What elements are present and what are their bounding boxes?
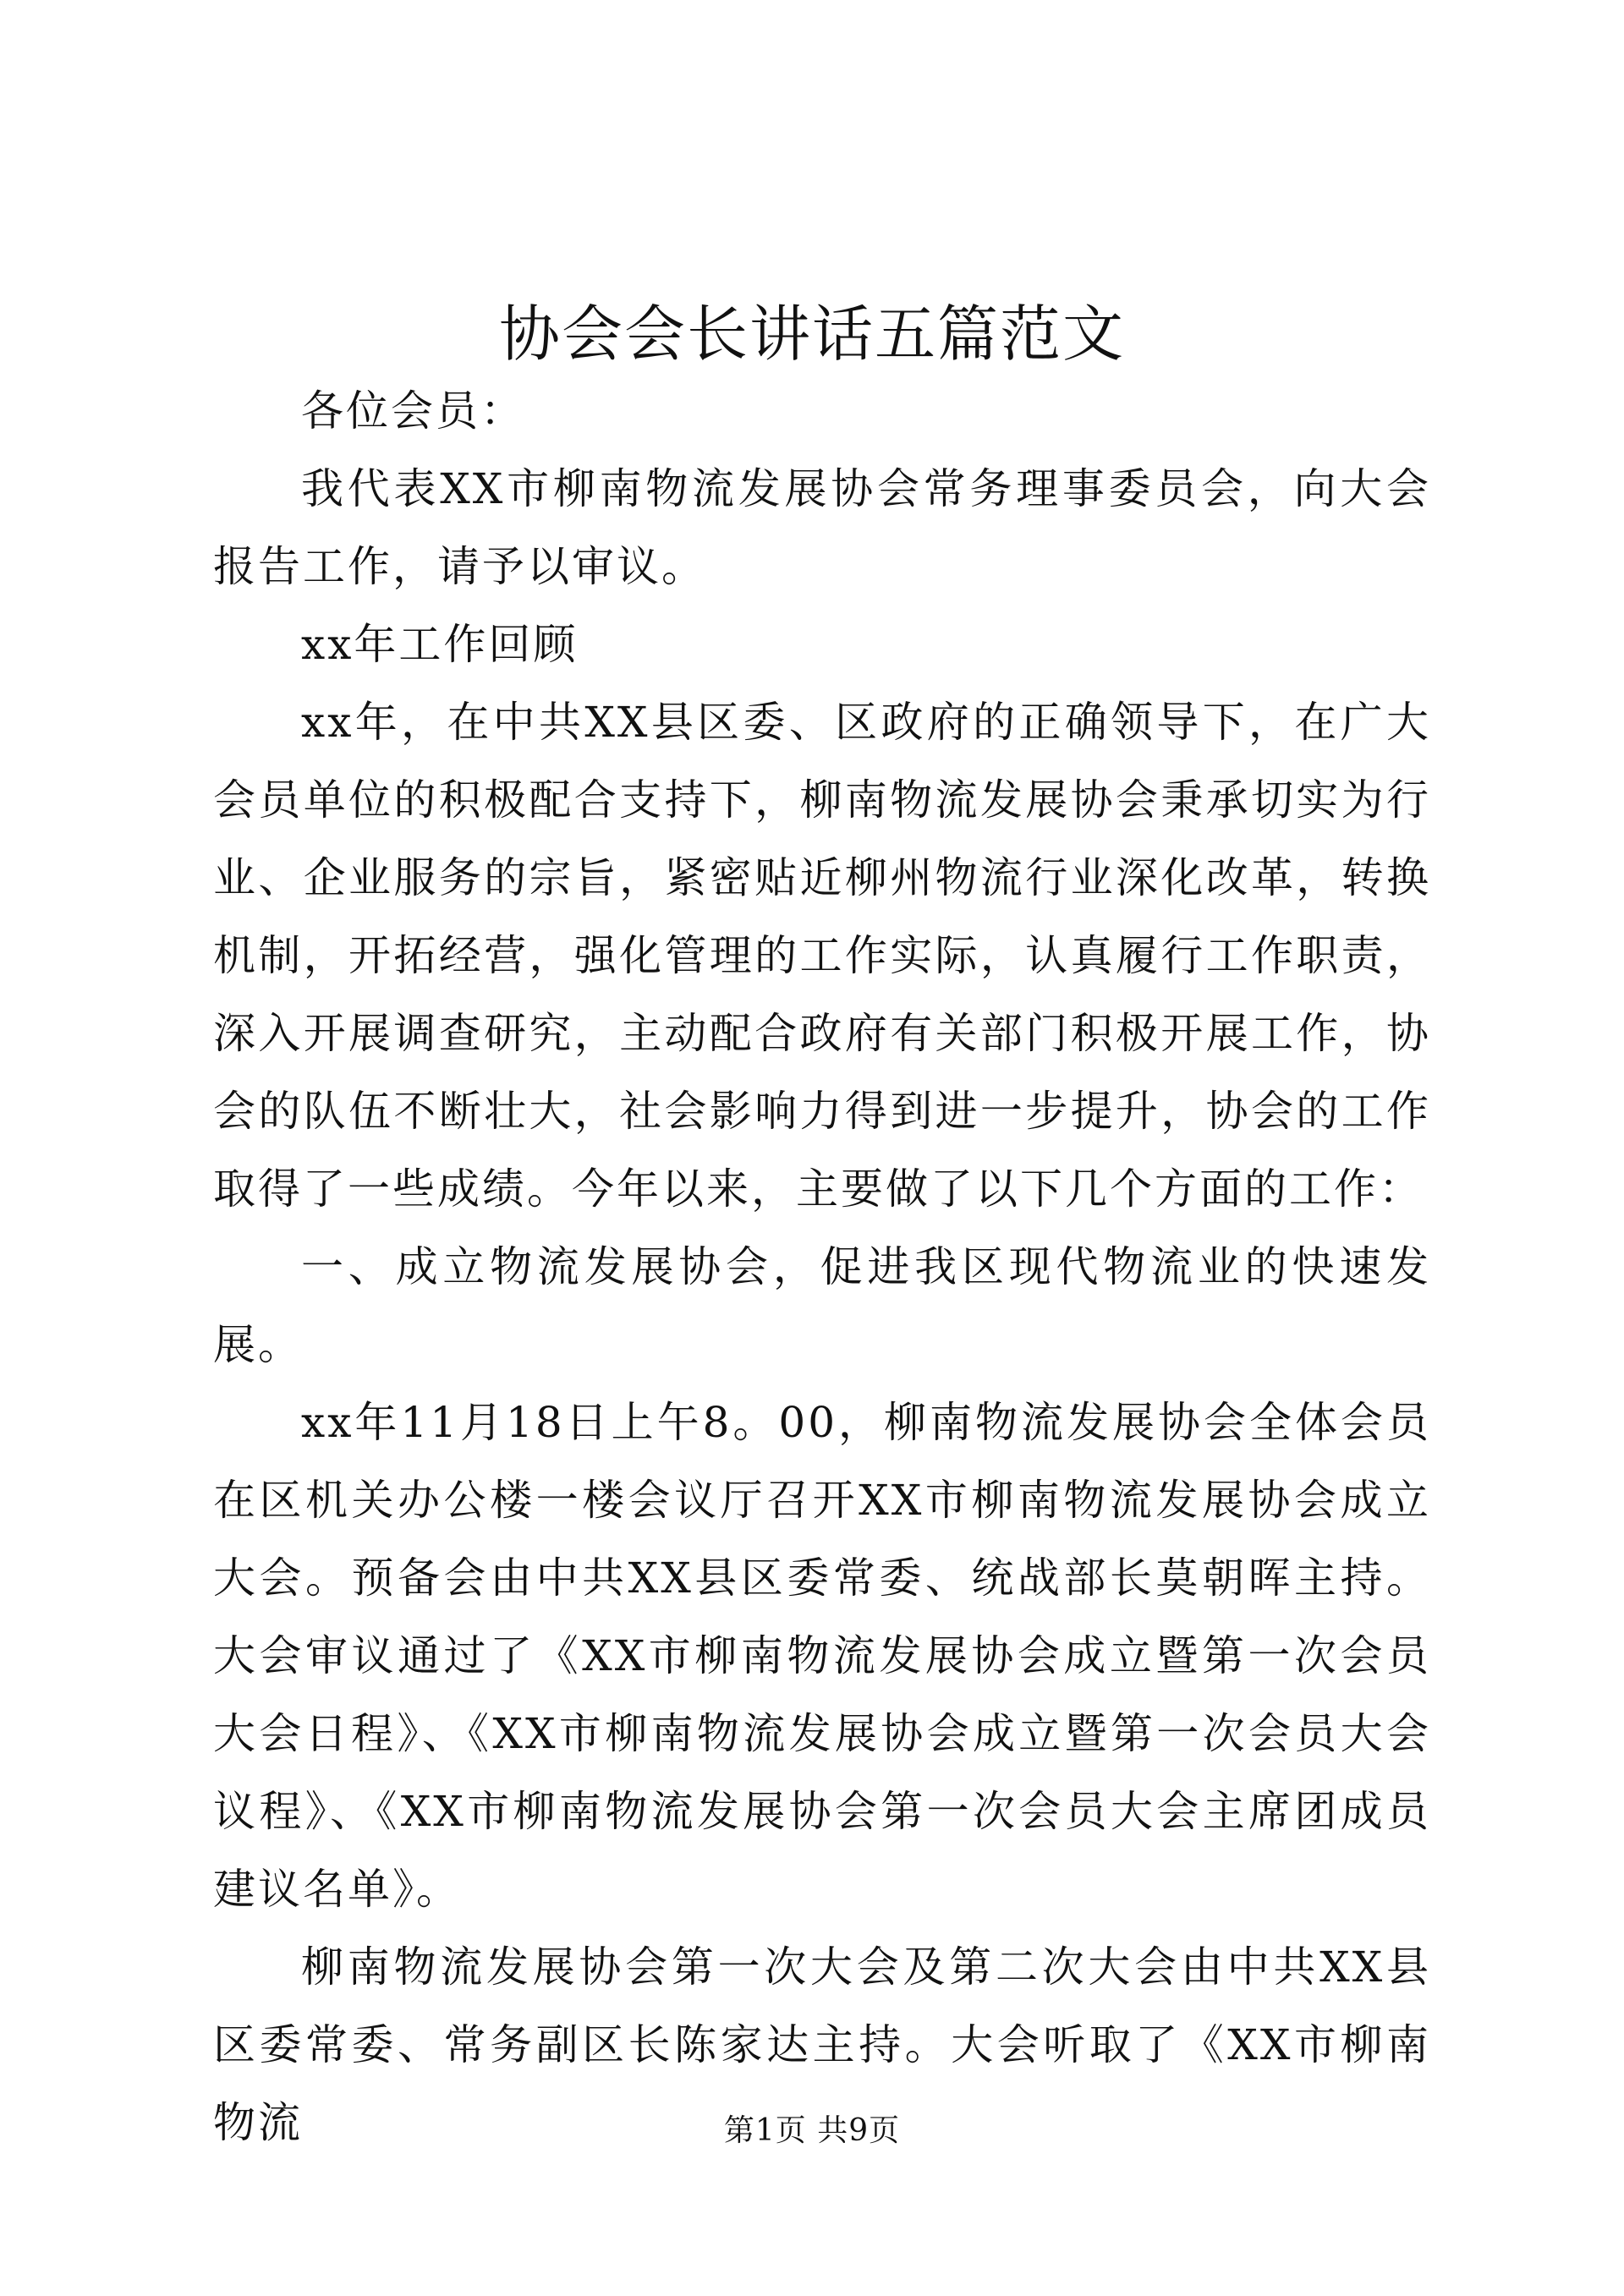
paragraph: 我代表XX市柳南物流发展协会常务理事委员会，向大会报告工作，请予以审议。 (213, 464, 1431, 591)
section-heading: xx年工作回顾 (301, 620, 579, 669)
paragraph: xx年，在中共XX县区委、区政府的正确领导下，在广大会员单位的积极配合支持下，柳南物流发展协会秉承切实为行业、企业服务的宗旨，紧密贴近柳州物流行业深化改革，转换机制，开拓经营，强化管理的工作实际，认真履行工作职责，深入开展调查研究，主动配合政府有关部门积极开展工作，协会的队伍不断壮大，社会影响力得到进一步提升，协会的工作取得了一些成绩。今年以来，主要做了以下几个方面的工作： (213, 698, 1431, 1214)
paragraph: 柳南物流发展协会第一次大会及第二次大会由中共XX县区委常委、常务副区长陈家达主持。大会听取了《XX市柳南物流 (213, 1943, 1431, 2147)
page-number-footer: 第1页 共9页 (723, 2113, 901, 2148)
section-heading: 一、成立物流发展协会，促进我区现代物流业的快速发展。 (213, 1242, 1431, 1369)
salutation: 各位会员： (301, 386, 525, 436)
document-title: 协会会长讲话五篇范文 (498, 299, 1125, 370)
document-body (213, 372, 1431, 2162)
paragraph: xx年11月18日上午8。00，柳南物流发展协会全体会员在区机关办公楼一楼会议厅召开XX市柳南物流发展协会成立大会。预备会由中共XX县区委常委、统战部长莫朝晖主持。大会审议通过了《XX市柳南物流发展协会成立暨第一次会员大会日程》、《XX市柳南物流发展协会成立暨第一次会员大会议程》、《XX市柳南物流发展协会第一次会员大会主席团成员建议名单》。 (213, 1398, 1431, 1914)
